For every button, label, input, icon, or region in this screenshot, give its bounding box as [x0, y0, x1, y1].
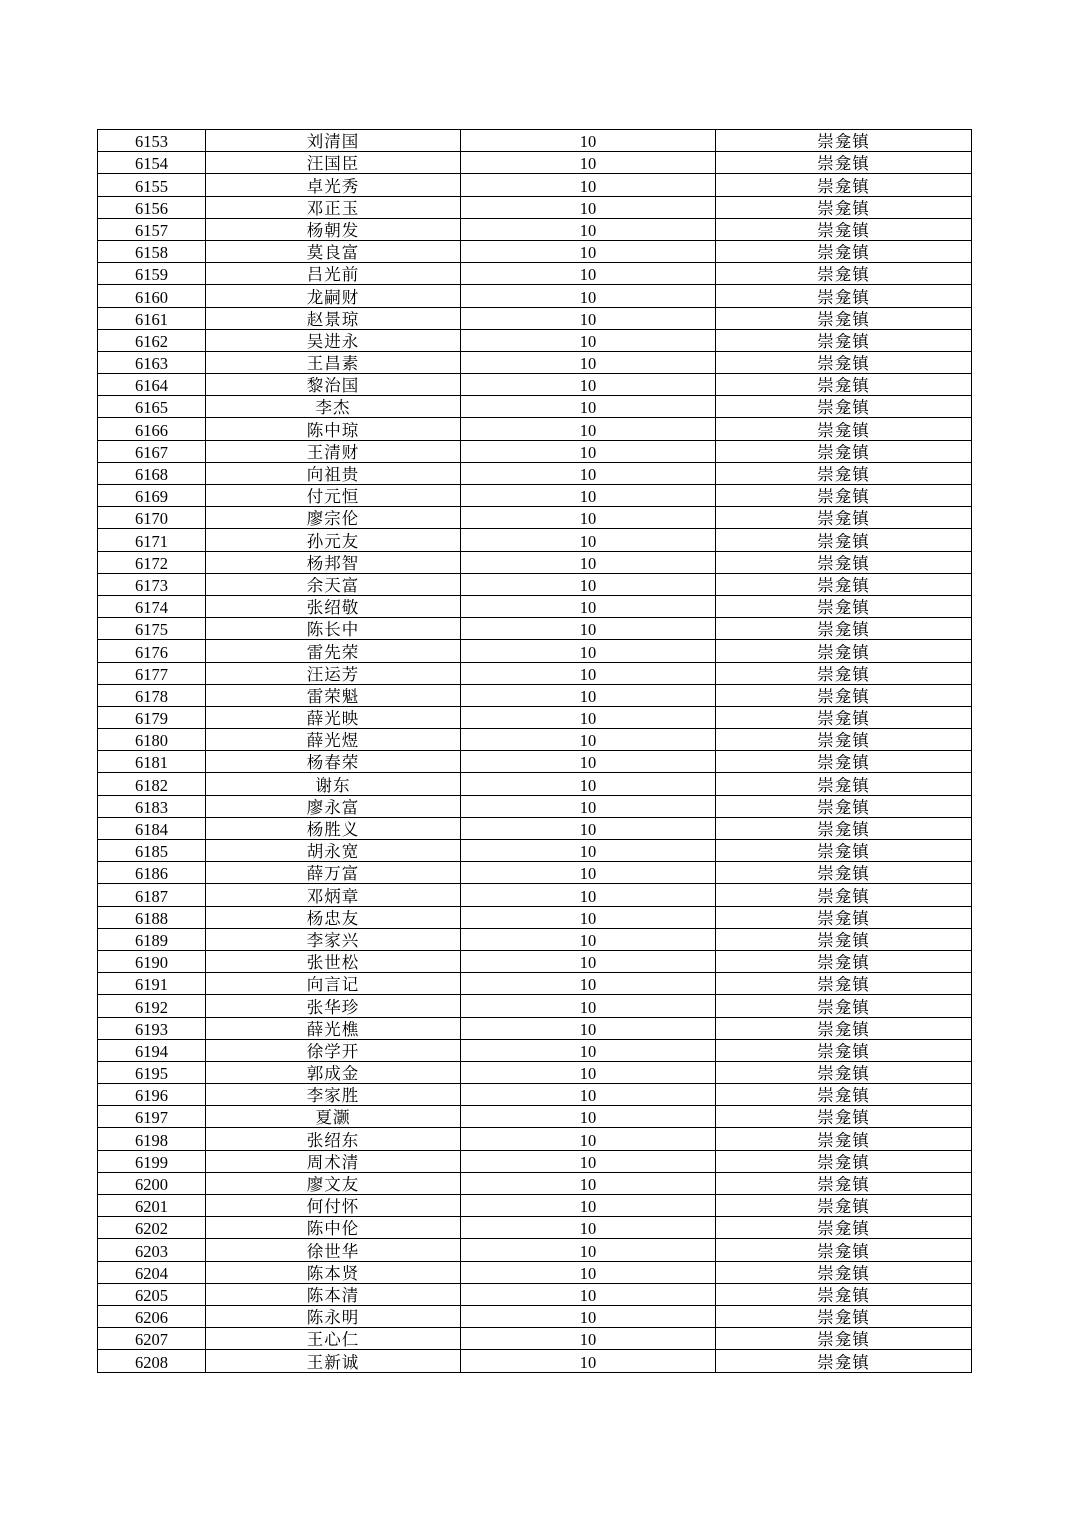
table-row	[98, 174, 972, 196]
amount-cell: 10	[461, 485, 716, 507]
table-row	[98, 573, 972, 595]
row-number-cell: 6186	[98, 862, 206, 884]
town-cell: 崇龛镇	[716, 1239, 972, 1261]
town-cell: 崇龛镇	[716, 218, 972, 240]
table-row	[98, 884, 972, 906]
amount-cell: 10	[461, 462, 716, 484]
town-cell: 崇龛镇	[716, 396, 972, 418]
row-number-cell: 6163	[98, 351, 206, 373]
amount-cell: 10	[461, 1084, 716, 1106]
person-name-cell: 谢东	[206, 773, 461, 795]
table-row	[98, 795, 972, 817]
row-number-cell: 6200	[98, 1172, 206, 1194]
table-row	[98, 640, 972, 662]
person-name-cell: 余天富	[206, 573, 461, 595]
town-cell: 崇龛镇	[716, 1172, 972, 1194]
person-name-cell: 付元恒	[206, 485, 461, 507]
amount-cell: 10	[461, 1128, 716, 1150]
amount-cell: 10	[461, 862, 716, 884]
amount-cell: 10	[461, 263, 716, 285]
town-cell: 崇龛镇	[716, 684, 972, 706]
amount-cell: 10	[461, 529, 716, 551]
row-number-cell: 6189	[98, 928, 206, 950]
amount-cell: 10	[461, 618, 716, 640]
amount-cell: 10	[461, 396, 716, 418]
table-row	[98, 551, 972, 573]
town-cell: 崇龛镇	[716, 462, 972, 484]
town-cell: 崇龛镇	[716, 1261, 972, 1283]
amount-cell: 10	[461, 551, 716, 573]
town-cell: 崇龛镇	[716, 973, 972, 995]
town-cell: 崇龛镇	[716, 240, 972, 262]
person-name-cell: 杨朝发	[206, 218, 461, 240]
person-name-cell: 孙元友	[206, 529, 461, 551]
table-row	[98, 351, 972, 373]
amount-cell: 10	[461, 840, 716, 862]
person-name-cell: 杨邦智	[206, 551, 461, 573]
roster-table	[97, 129, 972, 1373]
person-name-cell: 徐学开	[206, 1039, 461, 1061]
amount-cell: 10	[461, 729, 716, 751]
table-row	[98, 595, 972, 617]
person-name-cell: 汪国臣	[206, 152, 461, 174]
row-number-cell: 6160	[98, 285, 206, 307]
amount-cell: 10	[461, 1328, 716, 1350]
person-name-cell: 汪运芳	[206, 662, 461, 684]
person-name-cell: 王心仁	[206, 1328, 461, 1350]
table-row	[98, 1084, 972, 1106]
town-cell: 崇龛镇	[716, 817, 972, 839]
amount-cell: 10	[461, 1261, 716, 1283]
table-row	[98, 130, 972, 152]
person-name-cell: 杨春荣	[206, 751, 461, 773]
town-cell: 崇龛镇	[716, 995, 972, 1017]
table-row	[98, 396, 972, 418]
town-cell: 崇龛镇	[716, 928, 972, 950]
town-cell: 崇龛镇	[716, 862, 972, 884]
person-name-cell: 廖永富	[206, 795, 461, 817]
town-cell: 崇龛镇	[716, 440, 972, 462]
row-number-cell: 6182	[98, 773, 206, 795]
amount-cell: 10	[461, 573, 716, 595]
amount-cell: 10	[461, 1305, 716, 1327]
person-name-cell: 张绍东	[206, 1128, 461, 1150]
amount-cell: 10	[461, 973, 716, 995]
table-row	[98, 285, 972, 307]
row-number-cell: 6207	[98, 1328, 206, 1350]
table-row	[98, 1128, 972, 1150]
table-row	[98, 1217, 972, 1239]
row-number-cell: 6155	[98, 174, 206, 196]
town-cell: 崇龛镇	[716, 507, 972, 529]
town-cell: 崇龛镇	[716, 884, 972, 906]
amount-cell: 10	[461, 1150, 716, 1172]
row-number-cell: 6201	[98, 1195, 206, 1217]
amount-cell: 10	[461, 218, 716, 240]
town-cell: 崇龛镇	[716, 152, 972, 174]
row-number-cell: 6193	[98, 1017, 206, 1039]
person-name-cell: 雷荣魁	[206, 684, 461, 706]
amount-cell: 10	[461, 595, 716, 617]
amount-cell: 10	[461, 662, 716, 684]
amount-cell: 10	[461, 351, 716, 373]
row-number-cell: 6185	[98, 840, 206, 862]
person-name-cell: 廖文友	[206, 1172, 461, 1194]
row-number-cell: 6166	[98, 418, 206, 440]
row-number-cell: 6178	[98, 684, 206, 706]
row-number-cell: 6169	[98, 485, 206, 507]
town-cell: 崇龛镇	[716, 706, 972, 728]
person-name-cell: 雷先荣	[206, 640, 461, 662]
row-number-cell: 6162	[98, 329, 206, 351]
amount-cell: 10	[461, 640, 716, 662]
amount-cell: 10	[461, 1172, 716, 1194]
amount-cell: 10	[461, 1195, 716, 1217]
table-row	[98, 1061, 972, 1083]
person-name-cell: 陈本清	[206, 1283, 461, 1305]
person-name-cell: 莫良富	[206, 240, 461, 262]
table-row	[98, 218, 972, 240]
town-cell: 崇龛镇	[716, 130, 972, 152]
amount-cell: 10	[461, 1106, 716, 1128]
row-number-cell: 6156	[98, 196, 206, 218]
person-name-cell: 吕光前	[206, 263, 461, 285]
town-cell: 崇龛镇	[716, 1328, 972, 1350]
person-name-cell: 李杰	[206, 396, 461, 418]
amount-cell: 10	[461, 751, 716, 773]
town-cell: 崇龛镇	[716, 1350, 972, 1372]
town-cell: 崇龛镇	[716, 906, 972, 928]
town-cell: 崇龛镇	[716, 573, 972, 595]
amount-cell: 10	[461, 795, 716, 817]
town-cell: 崇龛镇	[716, 1106, 972, 1128]
amount-cell: 10	[461, 950, 716, 972]
table-row	[98, 1283, 972, 1305]
person-name-cell: 薛光樵	[206, 1017, 461, 1039]
table-row	[98, 817, 972, 839]
table-row	[98, 751, 972, 773]
amount-cell: 10	[461, 1039, 716, 1061]
row-number-cell: 6204	[98, 1261, 206, 1283]
row-number-cell: 6198	[98, 1128, 206, 1150]
town-cell: 崇龛镇	[716, 329, 972, 351]
town-cell: 崇龛镇	[716, 1039, 972, 1061]
amount-cell: 10	[461, 995, 716, 1017]
town-cell: 崇龛镇	[716, 751, 972, 773]
row-number-cell: 6176	[98, 640, 206, 662]
amount-cell: 10	[461, 240, 716, 262]
person-name-cell: 王昌素	[206, 351, 461, 373]
person-name-cell: 吴进永	[206, 329, 461, 351]
town-cell: 崇龛镇	[716, 1017, 972, 1039]
table-row	[98, 418, 972, 440]
table-row	[98, 1017, 972, 1039]
row-number-cell: 6174	[98, 595, 206, 617]
table-row	[98, 1172, 972, 1194]
table-row	[98, 485, 972, 507]
table-row	[98, 1350, 972, 1372]
town-cell: 崇龛镇	[716, 285, 972, 307]
row-number-cell: 6208	[98, 1350, 206, 1372]
table-row	[98, 706, 972, 728]
table-row	[98, 684, 972, 706]
table-row	[98, 995, 972, 1017]
person-name-cell: 赵景琼	[206, 307, 461, 329]
person-name-cell: 王新诚	[206, 1350, 461, 1372]
town-cell: 崇龛镇	[716, 729, 972, 751]
person-name-cell: 何付怀	[206, 1195, 461, 1217]
town-cell: 崇龛镇	[716, 1150, 972, 1172]
row-number-cell: 6159	[98, 263, 206, 285]
town-cell: 崇龛镇	[716, 351, 972, 373]
row-number-cell: 6157	[98, 218, 206, 240]
town-cell: 崇龛镇	[716, 795, 972, 817]
town-cell: 崇龛镇	[716, 174, 972, 196]
town-cell: 崇龛镇	[716, 773, 972, 795]
person-name-cell: 张华珍	[206, 995, 461, 1017]
row-number-cell: 6171	[98, 529, 206, 551]
town-cell: 崇龛镇	[716, 640, 972, 662]
row-number-cell: 6203	[98, 1239, 206, 1261]
amount-cell: 10	[461, 706, 716, 728]
amount-cell: 10	[461, 928, 716, 950]
row-number-cell: 6187	[98, 884, 206, 906]
row-number-cell: 6173	[98, 573, 206, 595]
row-number-cell: 6197	[98, 1106, 206, 1128]
table-row	[98, 440, 972, 462]
person-name-cell: 李家兴	[206, 928, 461, 950]
amount-cell: 10	[461, 1350, 716, 1372]
row-number-cell: 6167	[98, 440, 206, 462]
table-row	[98, 1328, 972, 1350]
amount-cell: 10	[461, 817, 716, 839]
table-row	[98, 1195, 972, 1217]
table-row	[98, 840, 972, 862]
table-row	[98, 773, 972, 795]
person-name-cell: 夏灏	[206, 1106, 461, 1128]
person-name-cell: 廖宗伦	[206, 507, 461, 529]
town-cell: 崇龛镇	[716, 374, 972, 396]
amount-cell: 10	[461, 329, 716, 351]
person-name-cell: 刘清国	[206, 130, 461, 152]
row-number-cell: 6183	[98, 795, 206, 817]
row-number-cell: 6179	[98, 706, 206, 728]
person-name-cell: 杨胜义	[206, 817, 461, 839]
town-cell: 崇龛镇	[716, 529, 972, 551]
person-name-cell: 陈永明	[206, 1305, 461, 1327]
table-row	[98, 1106, 972, 1128]
person-name-cell: 陈中伦	[206, 1217, 461, 1239]
amount-cell: 10	[461, 1017, 716, 1039]
town-cell: 崇龛镇	[716, 950, 972, 972]
row-number-cell: 6188	[98, 906, 206, 928]
person-name-cell: 向祖贵	[206, 462, 461, 484]
amount-cell: 10	[461, 1061, 716, 1083]
amount-cell: 10	[461, 285, 716, 307]
town-cell: 崇龛镇	[716, 263, 972, 285]
amount-cell: 10	[461, 507, 716, 529]
row-number-cell: 6175	[98, 618, 206, 640]
table-row	[98, 1150, 972, 1172]
table-row	[98, 950, 972, 972]
person-name-cell: 陈本贤	[206, 1261, 461, 1283]
person-name-cell: 李家胜	[206, 1084, 461, 1106]
row-number-cell: 6164	[98, 374, 206, 396]
row-number-cell: 6154	[98, 152, 206, 174]
row-number-cell: 6177	[98, 662, 206, 684]
person-name-cell: 陈长中	[206, 618, 461, 640]
table-row	[98, 1039, 972, 1061]
amount-cell: 10	[461, 130, 716, 152]
town-cell: 崇龛镇	[716, 418, 972, 440]
table-row	[98, 263, 972, 285]
person-name-cell: 张绍敬	[206, 595, 461, 617]
amount-cell: 10	[461, 1217, 716, 1239]
person-name-cell: 薛光映	[206, 706, 461, 728]
table-row	[98, 374, 972, 396]
table-row	[98, 152, 972, 174]
person-name-cell: 卓光秀	[206, 174, 461, 196]
table-row	[98, 928, 972, 950]
town-cell: 崇龛镇	[716, 595, 972, 617]
row-number-cell: 6153	[98, 130, 206, 152]
row-number-cell: 6194	[98, 1039, 206, 1061]
town-cell: 崇龛镇	[716, 196, 972, 218]
row-number-cell: 6180	[98, 729, 206, 751]
person-name-cell: 徐世华	[206, 1239, 461, 1261]
person-name-cell: 陈中琼	[206, 418, 461, 440]
town-cell: 崇龛镇	[716, 307, 972, 329]
person-name-cell: 郭成金	[206, 1061, 461, 1083]
table-row	[98, 862, 972, 884]
town-cell: 崇龛镇	[716, 551, 972, 573]
person-name-cell: 王清财	[206, 440, 461, 462]
town-cell: 崇龛镇	[716, 1195, 972, 1217]
table-row	[98, 1239, 972, 1261]
town-cell: 崇龛镇	[716, 1217, 972, 1239]
row-number-cell: 6195	[98, 1061, 206, 1083]
row-number-cell: 6196	[98, 1084, 206, 1106]
row-number-cell: 6161	[98, 307, 206, 329]
person-name-cell: 向言记	[206, 973, 461, 995]
person-name-cell: 张世松	[206, 950, 461, 972]
table-row	[98, 462, 972, 484]
person-name-cell: 黎治国	[206, 374, 461, 396]
table-row	[98, 1305, 972, 1327]
row-number-cell: 6181	[98, 751, 206, 773]
town-cell: 崇龛镇	[716, 1305, 972, 1327]
person-name-cell: 薛万富	[206, 862, 461, 884]
row-number-cell: 6199	[98, 1150, 206, 1172]
amount-cell: 10	[461, 1283, 716, 1305]
amount-cell: 10	[461, 174, 716, 196]
person-name-cell: 杨忠友	[206, 906, 461, 928]
town-cell: 崇龛镇	[716, 485, 972, 507]
row-number-cell: 6158	[98, 240, 206, 262]
row-number-cell: 6170	[98, 507, 206, 529]
table-row	[98, 618, 972, 640]
town-cell: 崇龛镇	[716, 1084, 972, 1106]
row-number-cell: 6190	[98, 950, 206, 972]
person-name-cell: 邓炳章	[206, 884, 461, 906]
amount-cell: 10	[461, 196, 716, 218]
amount-cell: 10	[461, 152, 716, 174]
amount-cell: 10	[461, 307, 716, 329]
amount-cell: 10	[461, 1239, 716, 1261]
amount-cell: 10	[461, 906, 716, 928]
row-number-cell: 6202	[98, 1217, 206, 1239]
town-cell: 崇龛镇	[716, 840, 972, 862]
table-row	[98, 729, 972, 751]
row-number-cell: 6165	[98, 396, 206, 418]
town-cell: 崇龛镇	[716, 1061, 972, 1083]
amount-cell: 10	[461, 374, 716, 396]
row-number-cell: 6205	[98, 1283, 206, 1305]
person-name-cell: 薛光煜	[206, 729, 461, 751]
row-number-cell: 6168	[98, 462, 206, 484]
table-row	[98, 973, 972, 995]
row-number-cell: 6192	[98, 995, 206, 1017]
table-row	[98, 196, 972, 218]
person-name-cell: 胡永宽	[206, 840, 461, 862]
table-row	[98, 329, 972, 351]
town-cell: 崇龛镇	[716, 1283, 972, 1305]
table-row	[98, 1261, 972, 1283]
person-name-cell: 邓正玉	[206, 196, 461, 218]
table-row	[98, 906, 972, 928]
row-number-cell: 6172	[98, 551, 206, 573]
amount-cell: 10	[461, 440, 716, 462]
person-name-cell: 龙嗣财	[206, 285, 461, 307]
table-row	[98, 507, 972, 529]
amount-cell: 10	[461, 684, 716, 706]
table-row	[98, 240, 972, 262]
row-number-cell: 6184	[98, 817, 206, 839]
person-name-cell: 周术清	[206, 1150, 461, 1172]
roster-table-body	[98, 130, 972, 1373]
table-row	[98, 662, 972, 684]
town-cell: 崇龛镇	[716, 662, 972, 684]
row-number-cell: 6191	[98, 973, 206, 995]
table-row	[98, 307, 972, 329]
amount-cell: 10	[461, 773, 716, 795]
town-cell: 崇龛镇	[716, 618, 972, 640]
row-number-cell: 6206	[98, 1305, 206, 1327]
amount-cell: 10	[461, 884, 716, 906]
table-row	[98, 529, 972, 551]
town-cell: 崇龛镇	[716, 1128, 972, 1150]
amount-cell: 10	[461, 418, 716, 440]
